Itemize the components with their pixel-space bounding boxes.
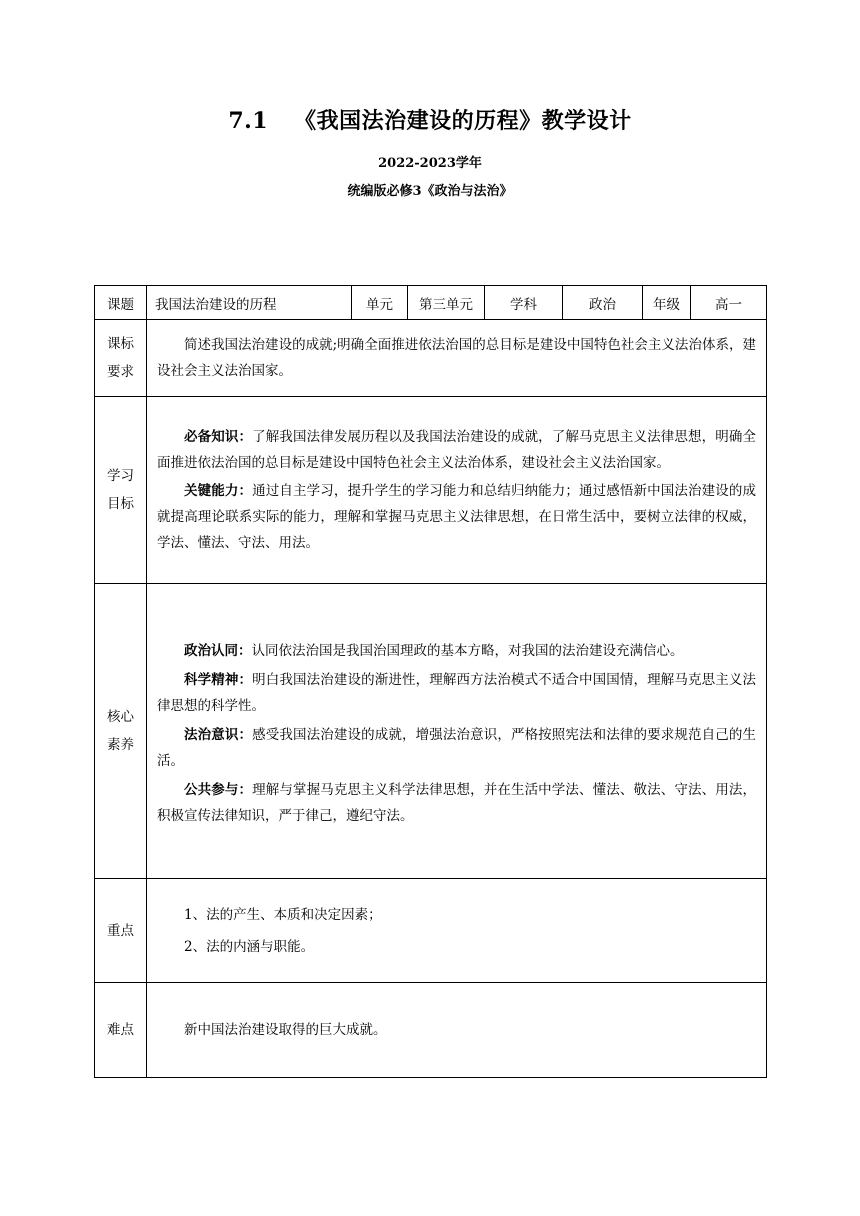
objective-text: 了解我国法律发展历程以及我国法治建设的成就，了解马克思主义法律思想，明确全面推进依法治国的总目标是建设中国特色社会主义法治体系，建设社会主义法治国家。 [157,429,757,471]
key-points-row [95,879,767,983]
subject-label: 学科 [485,286,563,320]
objectives-content [147,397,767,584]
literacy-text: 明白我国法治建设的渐进性，理解西方法治模式不适合中国国情，理解马克思主义法律思想的科学性。 [157,671,757,714]
literacy-text: 理解与掌握马克思主义科学法律思想，并在生活中学法、懂法、敬法、守法、用法，积极宣传法律知识，严于律己，遵纪守法。 [157,781,757,824]
key-point-item: 1、法的产生、本质和决定因素； [184,906,382,923]
topic-label: 课题 [95,286,147,320]
literacy-heading: 科学精神： [184,671,253,688]
objectives-label-line1: 学习 [107,468,134,484]
header-row [95,286,767,320]
literacy-item [157,722,756,774]
document-title [0,104,860,135]
grade-value: 高一 [691,286,767,320]
literacy-heading: 政治认同： [184,642,252,659]
literacy-label-line2: 素养 [107,737,134,753]
topic-value: 我国法治建设的历程 [147,286,352,320]
key-points-content [147,879,767,983]
literacy-heading: 法治意识： [184,726,253,743]
objectives-label [95,397,147,584]
literacy-heading: 公共参与： [184,781,253,798]
literacy-item [157,638,756,664]
school-year: 2022-2023学年 [378,156,482,171]
lesson-design-table [94,285,767,1078]
difficulty-row [95,983,767,1078]
standard-text: 简述我国法治建设的成就;明确全面推进依法治国的总目标是建设中国特色社会主义法治体系，建设社会主义法治国家。 [157,337,756,379]
literacy-row [95,584,767,879]
textbook-name: 统编版必修3《政治与法治》 [347,184,513,199]
unit-value: 第三单元 [408,286,485,320]
difficulty-label: 难点 [95,983,147,1078]
literacy-label-line1: 核心 [107,709,134,725]
literacy-text: 认同依法治国是我国治国理政的基本方略，对我国的法治建设充满信心。 [251,642,684,659]
objective-heading: 关键能力： [184,483,253,499]
literacy-item [157,777,756,829]
objective-heading: 必备知识： [184,429,253,445]
lesson-number: 7.1 [228,108,269,134]
key-points-label: 重点 [95,879,147,983]
literacy-label [95,584,147,879]
difficulty-text: 新中国法治建设取得的巨大成就。 [184,1022,387,1038]
standard-label [95,320,147,397]
objective-item [157,478,756,556]
subject-value: 政治 [563,286,643,320]
standard-content [147,320,767,397]
objectives-label-line2: 目标 [107,496,134,512]
grade-label: 年级 [643,286,691,320]
standard-row [95,320,767,397]
literacy-text: 感受我国法治建设的成就，增强法治意识，严格按照宪法和法律的要求规范自己的生活。 [157,726,757,769]
key-point-item: 2、法的内涵与职能。 [184,938,315,955]
standard-label-line1: 课标 [107,336,134,352]
lesson-title: 《我国法治建设的历程》教学设计 [294,108,632,134]
unit-label: 单元 [352,286,408,320]
literacy-item [157,667,756,719]
objectives-row [95,397,767,584]
objective-item [157,424,756,476]
objective-text: 通过自主学习，提升学生的学习能力和总结归纳能力；通过感悟新中国法治建设的成就提高理论联系实际的能力，理解和掌握马克思主义法律思想，在日常生活中，要树立法律的权威，学法、懂法、守法、用法。 [157,483,757,551]
standard-label-line2: 要求 [107,364,134,380]
difficulty-content [147,983,767,1078]
literacy-content [147,584,767,879]
